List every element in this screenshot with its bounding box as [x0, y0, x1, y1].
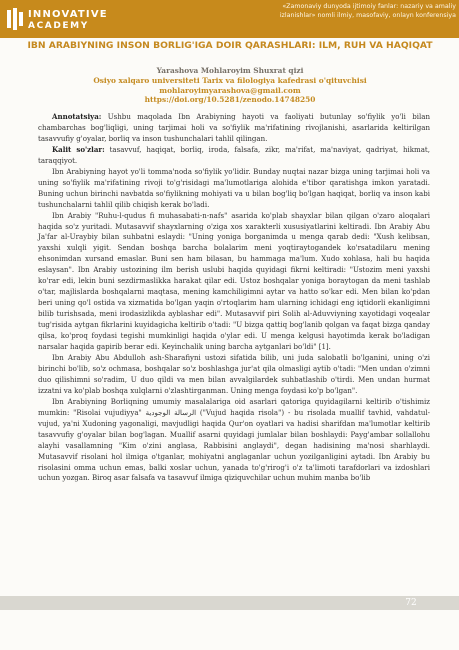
abstract-text: Ushbu maqolada Ibn Arabiyning hayoti va faoliyati butunlay so'fiylik yo'li bilan chambarchas bog'liqligi, uning tarjimai holi va so'fiylik ma'rifatining rivojlanishi, asarlarida keltirilgan tasavvufiy g'oyalar, borliq va inson tushunchalari tahlil qilingan. [38, 112, 430, 143]
keywords-text: tasavvuf, haqiqat, borliq, iroda, falsafa, zikr, ma'rifat, ma'naviyat, qadriyat, hikmat, taraqqiyot. [38, 144, 430, 165]
logo-text-academy: ACADEMY [28, 21, 89, 31]
conference-title-line2: izlanishlar» nomli ilmiy, masofaviy, onlayn konferensiya [279, 11, 456, 19]
abstract [38, 112, 430, 145]
conference-title-line1: «Zamonaviy dunyoda ijtimoiy fanlar: nazariy va amaliy [282, 3, 456, 10]
author-affiliation: Osiyo xalqaro universiteti Tarix va filologiya kafedrasi o'qituvchisi [93, 75, 367, 85]
paragraph-3: Ibn Arabiy Abu Abdulloh ash-Sharafiyni ustozi sifatida bilib, uni juda salobatli bo'lganini, uning o'zi birinchi bo'lib, so'z ochmasa, boshqalar so'z boshlashga jur'at qila olmasligi aytib o'tadi: "Men undan o'zimni duo qilishimni so'radim, U duo qildi va men bilan avvalgilardek suhbatlashib o'tirdi. Men undan hurmat izzatni va ko'plab boshqa xulqlarni o'zlashtirganman. Uning menga foydasi ko'p bo'lgan". [38, 352, 430, 395]
author-name: Yarashova Mohlaroyim Shuxrat qizi [156, 66, 304, 75]
footer-bar [0, 596, 459, 610]
academy-logo-icon [6, 7, 24, 31]
header-banner [0, 0, 459, 38]
paragraph-2: Ibn Arabiy "Ruhu-l-qudus fi muhasabati-n-nafs" asarida ko'plab shayxlar bilan qilgan o'zaro aloqalari haqida so'z yuritadi. Mutasavvif shayxlarning o'ziga xos xarakterli xususiyatlarini keltiradi. Ibn Arabiy Abu Ja'far al-Uraybiy bilan suhbatni eslaydi: "Uning yoniga borganimda u menga qarab dedi: "Xush kelibsan, yaxshi xulqli yigit. Sendan boshqa barcha bolalarim meni yoqtiraytogandek ko'rsatadilaru mening ehsonimdan xursand emaslar. Buni sen ham bilasan, bu hammaga ma'lum. Xudo xohlasa, hali bu haqida eslaysan". Ibn Arabiy ustozining ilm berish uslubi haqida quyidagi fikrni keltiradi: "Ustozim meni yaxshi ko'rar edi, lekin buni sezdirmaslikka harakat qilar edi. Ustoz boshqalar yoniga boraytogan da meni tashlab o'tar, majlislarda boshqalarni maqtasa, mening kamchiligimni aytar va hatto so'kar edi. Men bilan ko'pdan beri uning qo'l ostida va xizmatida bo'lgan yaqin o'rtoqlarim ham ularning ichidagi eng iqtidorli ekanligimni bilib turishsada, meni irodasizlikda ayblashar edi". Mutasavvif piri Solih al-Aduvviyning xayotidagi voqealar tug'risida aytgan fikrlarini kuyidagicha keltirib o'tadi: "U bizga qattiq bog'lanib qolgan va faqat bizga qanday qilsa, ko'proq foydasi tegishi mumkinligi haqida o'ylar edi. U menga kelgusi hayotimda kerak bo'ladigan narsalar haqida gapirib berar edi. Keyinchalik uning barcha aytganlari bo'ldi" [1]. [38, 210, 430, 352]
conference-title [178, 3, 456, 20]
paragraph-1: Ibn Arabiyning hayot yo'li tomma'noda so'fiylik yo'lidir. Bunday nuqtai nazar bizga uning tarjimai holi va uning so'fiylik ma'rifatining rivoji to'g'risidagi ma'lumotlariga alohida e'tibor qaratishga imkon yaratadi. Buning uchun birinchi navbatda so'fiylikning mohiyati va u bilan bog'liq bo'lgan haqiqat, borliq va inson kabi tushunchalarni tahlil qilib chiqish kerak bo'ladi. [38, 166, 430, 209]
article-body [38, 112, 430, 484]
keywords-label: Kalit so'zlar: [52, 144, 105, 154]
author-block [60, 66, 400, 105]
abstract-label: Annotatsiya: [52, 112, 102, 121]
page-number: 72 [405, 598, 417, 608]
keywords [38, 145, 430, 167]
author-email[interactable]: mohlaroyimyarashova@gmail.com [159, 85, 301, 95]
logo-text-innovative: INNOVATIVE [28, 9, 108, 20]
paragraph-4: Ibn Arabiyning Borliqning umumiy masalalariga oid asarlari qatoriga quyidagilarni keltirib o'tishimiz mumkin: "Risolai vujudiyya" الرسالة الوجودية ("Vujud haqida risola") - bu risolada muallif tavhid, vahdatul-vujud, ya'ni Xudoning yagonaligi, mavjudligi haqida Qur'on oyatlari va hadisi sharifdan ma'lumotlar keltirib tasavvufiy g'oyalar bilan bog'lagan. Muallif asarni quyidagi jumlalar bilan boshlaydi: Payg'ambar sollallohu alayhi vasallamning "Kim o'zini anglasa, Rabbisini anglaydi", degan hadisining ma'nosi sharhlaydi. Mutasavvif risolani hol ilmiga o'tganlar, mohiyatni anglaganlar uchun yozilganligini aytadi. Ibn Arabiy bu risolasini omma uchun emas, balki xoslar uchun, yanada to'g'rirog'i o'z ta'limoti tarafdorlari va izdoshlari uchun yozgan. Biroq asar falsafa va tasavvuf ilmiga qiziquvchilar uchun muhim manba bo'lib [38, 396, 431, 483]
article-title: IBN ARABIYNING INSON BORLIG'IGA DOIR QARASHLARI: ILM, RUH VA HAQIQAT [27, 40, 433, 51]
doi-link[interactable]: https://doi.org/10.5281/zenodo.14748250 [144, 95, 316, 105]
logo-area [0, 0, 140, 38]
